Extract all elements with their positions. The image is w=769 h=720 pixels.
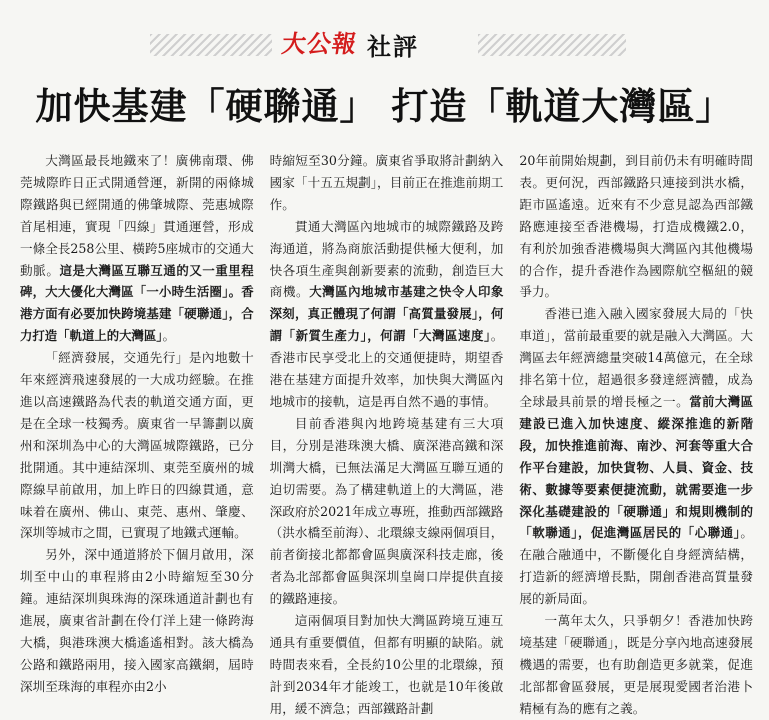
masthead-band xyxy=(0,6,769,78)
decorative-hatch-left xyxy=(150,34,272,56)
text-run: 時縮短至30分鐘。廣東省爭取將計劃納入國家「十五五規劃」，目前正在推進前期工作。 xyxy=(269,153,504,212)
column-1 xyxy=(20,150,254,694)
column-3 xyxy=(519,150,754,716)
text-run: 「經濟發展，交通先行」是內地數十年來經濟飛速發展的一大成功經驗。在推進以高速鐵路為代表的軌道交通方面，更是在全球一枝獨秀。廣東省一早籌劃以廣州和深圳為中心的大灣區城際鐵路，已分批開通。其中連結深圳、東莞至廣州的城際線早前啟用，加上昨日的四線貫通，意味着在廣州、佛山、東莞、惠州、肇慶、深圳等城市之間，已實現了地鐵式運輸。 xyxy=(20,350,254,541)
text-run: 。香港市民享受北上的交通便捷時，期望香港在基建方面提升效率，加快與大灣區內地城市的接軌，這是再自然不過的事情。 xyxy=(269,328,504,409)
bold-text-run: 大灣區內地城市基建之快令人印象深刻，真正體現了何謂「高質量發展」，何謂「新質生產力」，何謂「大灣區速度」 xyxy=(269,284,504,344)
column-2 xyxy=(269,150,504,716)
paragraph xyxy=(519,150,753,303)
paragraph xyxy=(519,303,753,610)
text-run: 20年前開始規劃，到目前仍未有明確時間表。更何況，西部鐵路只連接到洪水橋，距市區遙遠。近來有不少意見認為西部鐵路應連接至香港機場，打造成機鐵2.0，有利於加強香港機場與大灣區內其他機場的合作，提升香港作為國際航空樞紐的競爭力。 xyxy=(519,153,754,300)
text-run: 一萬年太久，只爭朝夕！香港加快跨境基建「硬聯通」，既是分享內地高速發展機遇的需要，也有助創造更多就業，促進北部都會區發展，更是展現愛國者治港卜精極有為的應有之義。 xyxy=(519,613,754,716)
paragraph xyxy=(519,610,753,720)
paragraph xyxy=(270,150,504,216)
masthead xyxy=(282,24,419,64)
paper-logo: 大公報 xyxy=(280,29,360,58)
headline: 加快基建「硬聯通」 打造「軌道大灣區」 xyxy=(35,85,734,128)
paragraph xyxy=(270,216,504,413)
paragraph xyxy=(270,610,504,720)
paragraph xyxy=(20,544,254,697)
bold-text-run: 這是大灣區互聯互通的又一重里程碑，大大優化大灣區「一小時生活圈」。香港方面有必要加快跨境基建「硬聯通」，合力打造「軌道上的大灣區」 xyxy=(20,262,254,344)
decorative-hatch-right xyxy=(478,34,626,56)
text-run: 大灣區最長地鐵來了！廣佛南環、佛莞城際昨日正式開通營運，新開的兩條城際鐵路與已經開通的佛肇城際、莞惠城際首尾相連，實現「四線」貫通運營，形成一條全長258公里、橫跨5座城市的交通大動脈。 xyxy=(20,153,254,278)
article-body xyxy=(20,150,754,716)
text-run: 目前香港與內地跨境基建有三大項目，分別是港珠澳大橋、廣深港高鐵和深圳灣大橋，已無法滿足大灣區互聯互通的迫切需要。為了構建軌道上的大灣區，港深政府於2021年成立專班，推動西部鐵路（洪水橋至前海）、北環線支線兩個項目，前者銜接北都都會區與廣深科技走廊，後者為北部都會區與深圳皇崗口岸提供直接的鐵路連接。 xyxy=(269,415,504,607)
text-run: 另外，深中通道將於下個月啟用，深圳至中山的車程將由2小時縮短至30分鐘。連結深圳與珠海的深珠通道計劃也有進展，廣東省計劃在伶仃洋上建一條跨海大橋，與港珠澳大橋遙遙相對。該大橋為公路和鐵路兩用，接入國家高鐵網，屆時深圳至珠海的車程亦由2小 xyxy=(20,547,254,694)
section-title: 社評 xyxy=(367,32,419,61)
text-run: 。在融合融通中，不斷優化自身經濟結構，打造新的經濟增長點，開創香港高質量發展的新局面。 xyxy=(519,525,754,607)
paragraph xyxy=(20,150,254,347)
paragraph xyxy=(270,413,504,610)
text-run: 香港已進入融入國家發展大局的「快車道」，當前最重要的就是融入大灣區。大灣區去年經濟總量突破14萬億元，在全球排名第十位，超過很多發達經濟體，成為全球最具前景的增長極之一。 xyxy=(519,306,754,409)
text-run: 。 xyxy=(162,328,176,344)
text-run: 貫通大灣區內地城市的城際鐵路及跨海通道，將為商旅活動提供極大便利，加快各項生產與創新要素的流動，創造巨大商機。 xyxy=(269,218,504,300)
bold-text-run: 當前大灣區建設已進入加快速度、縱深推進的新階段，加快推進前海、南沙、河套等重大合作平台建設，加快貨物、人員、資金、技術、數據等要素便捷流動，就需要進一步深化基礎建設的「硬聯通」和規則機制的「軟聯通」，促進灣區居民的「心聯通」 xyxy=(519,393,754,541)
text-run: 這兩個項目對加快大灣區跨境互連互通具有重要價值，但都有明顯的缺陷。就時間表來看，全長約10公里的北環線，預計到2034年才能竣工，也就是10年後啟用，緩不濟急；西部鐵路計劃 xyxy=(269,613,504,716)
paragraph xyxy=(20,347,254,544)
